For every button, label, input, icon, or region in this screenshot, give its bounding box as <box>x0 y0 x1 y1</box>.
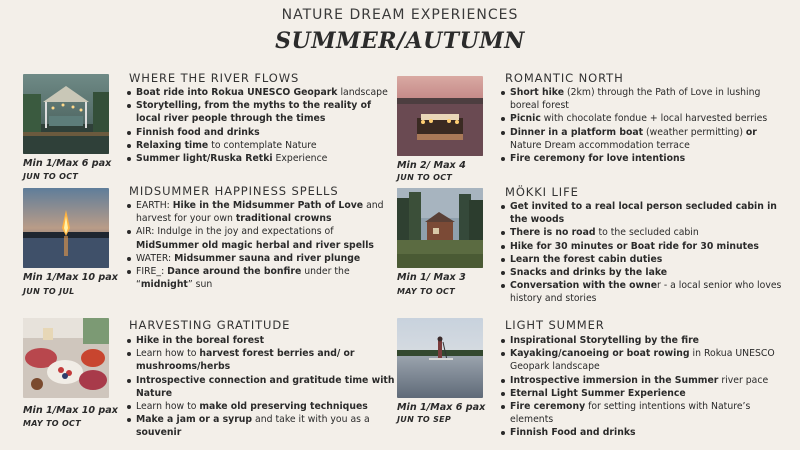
romantic-title: ROMANTIC NORTH <box>505 71 624 85</box>
gratitude-bullets <box>126 334 396 440</box>
list-item: Picnic with chocolate fondue + local harvested berries <box>500 112 790 125</box>
river-capacity: Min 1/Max 6 pax <box>23 158 112 169</box>
photo-paddleboard-lake <box>397 318 483 398</box>
photo-romantic-boat <box>397 76 483 156</box>
gratitude-season: MAY TO OCT <box>23 419 81 428</box>
list-item: Fire ceremony for love intentions <box>500 152 790 165</box>
light-season: JUN TO SEP <box>397 415 452 424</box>
list-item: Introspective connection and gratitude time with Nature <box>126 374 396 400</box>
list-item: Storytelling, from the myths to the reality of local river people through the times <box>126 99 396 125</box>
list-item: Learn how to make old preserving techniques <box>126 400 396 413</box>
midsummer-season: JUN TO JUL <box>23 287 75 296</box>
river-title: WHERE THE RIVER FLOWS <box>129 71 300 85</box>
list-item: Eternal Light Summer Experience <box>500 387 792 400</box>
light-bullets <box>500 334 792 440</box>
list-item: Short hike (2km) through the Path of Love in lushing boreal forest <box>500 86 790 112</box>
river-season: JUN TO OCT <box>23 172 79 181</box>
list-item: Inspirational Storytelling by the fire <box>500 334 792 347</box>
mokki-title: MÖKKI LIFE <box>505 185 579 199</box>
mokki-bullets <box>500 200 792 306</box>
list-item: Learn how to harvest forest berries and/ or mushrooms/herbs <box>126 347 396 373</box>
gratitude-title: HARVESTING GRATITUDE <box>129 318 291 332</box>
list-item: AIR: Indulge in the joy and expectations of MidSummer old magic herbal and river spells <box>126 225 396 251</box>
list-item: Conversation with the owner - a local senior who loves history and stories <box>500 279 792 305</box>
photo-river-gazebo <box>23 74 109 154</box>
light-capacity: Min 1/Max 6 pax <box>397 402 486 413</box>
list-item: Introspective immersion in the Summer river pace <box>500 374 792 387</box>
light-title: LIGHT SUMMER <box>505 318 605 332</box>
midsummer-bullets <box>126 199 396 291</box>
midsummer-title: MIDSUMMER HAPPINESS SPELLS <box>129 184 339 198</box>
brand-title: NATURE DREAM EXPERIENCES <box>281 7 519 23</box>
photo-mokki-cabin <box>397 188 483 268</box>
list-item: Fire ceremony for setting intentions with Nature’s elements <box>500 400 792 426</box>
list-item: Make a jam or a syrup and take it with you as a souvenir <box>126 413 396 439</box>
photo-midsummer-bonfire <box>23 188 109 268</box>
list-item: Dinner in a platform boat (weather permitting) or Nature Dream accommodation terrace <box>500 126 790 152</box>
list-item: Learn the forest cabin duties <box>500 253 792 266</box>
list-item: Summer light/Ruska Retki Experience <box>126 152 396 165</box>
list-item: FIRE_: Dance around the bonfire under the “midnight” sun <box>126 265 396 291</box>
mokki-capacity: Min 1/ Max 3 <box>397 272 466 283</box>
list-item: Kayaking/canoeing or boat rowing in Rokua UNESCO Geopark landscape <box>500 347 792 373</box>
romantic-bullets <box>500 86 790 165</box>
list-item: Relaxing time to contemplate Nature <box>126 139 396 152</box>
list-item: Snacks and drinks by the lake <box>500 266 792 279</box>
photo-berries-harvest <box>23 318 109 398</box>
list-item: Hike for 30 minutes or Boat ride for 30 minutes <box>500 240 792 253</box>
mokki-season: MAY TO OCT <box>397 287 455 296</box>
list-item: WATER: Midsummer sauna and river plunge <box>126 252 396 265</box>
midsummer-capacity: Min 1/Max 10 pax <box>23 272 118 283</box>
gratitude-capacity: Min 1/Max 10 pax <box>23 405 118 416</box>
romantic-season: JUN TO OCT <box>397 173 453 182</box>
list-item: Get invited to a real local person secluded cabin in the woods <box>500 200 792 226</box>
list-item: Boat ride into Rokua UNESCO Geopark landscape <box>126 86 396 99</box>
river-bullets <box>126 86 396 165</box>
list-item: There is no road to the secluded cabin <box>500 226 792 239</box>
romantic-capacity: Min 2/ Max 4 <box>397 160 466 171</box>
list-item: Finnish food and drinks <box>126 126 396 139</box>
list-item: Hike in the boreal forest <box>126 334 396 347</box>
list-item: EARTH: Hike in the Midsummer Path of Love and harvest for your own traditional crowns <box>126 199 396 225</box>
season-title: SUMMER/AUTUMN <box>275 28 525 54</box>
list-item: Finnish Food and drinks <box>500 426 792 439</box>
